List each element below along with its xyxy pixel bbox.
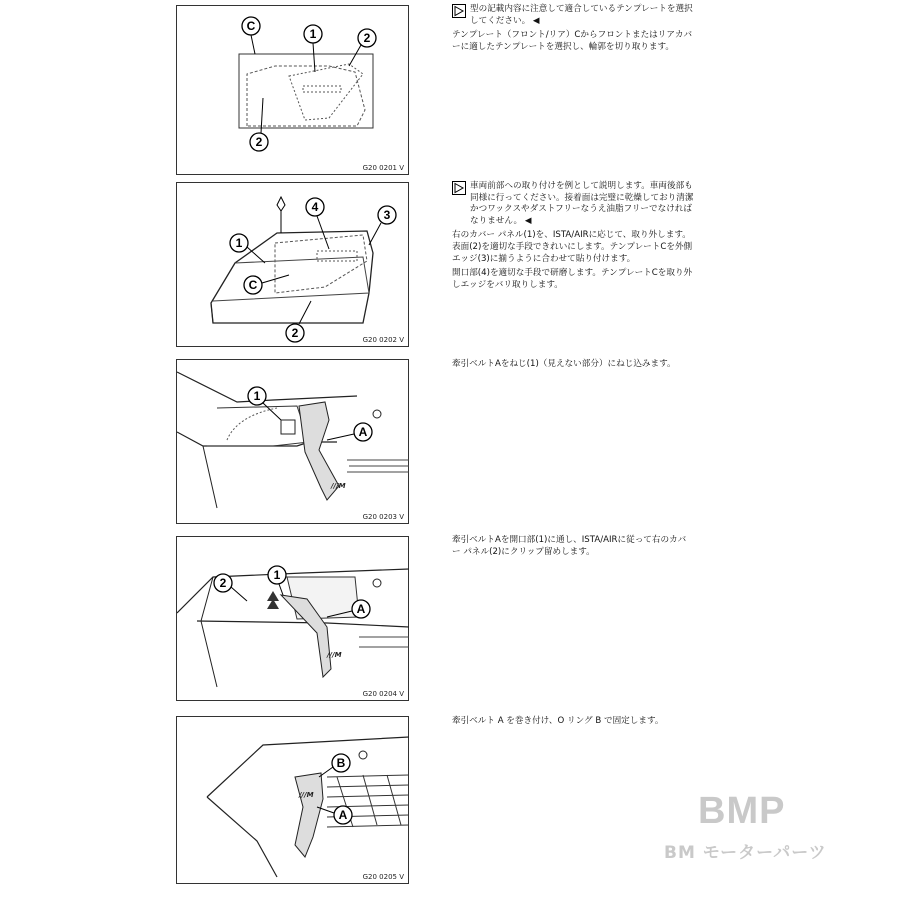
instruction-text: 右のカバー パネル(1)を、ISTA/AIRに応じて、取り外します。表面(2)を適切な手段できれいにします。テンプレートCを外側エッジ(3)に揃うように合わせて貼り付けます。 [452, 230, 693, 264]
instruction-text: 牽引ベルトAを開口部(1)に通し、ISTA/AIRに従って右のカバー パネル(2)にクリップ留めします。 [452, 535, 687, 557]
callout-a: A [356, 602, 366, 616]
callout-c: C [248, 278, 258, 292]
callout-2b: 2 [255, 135, 263, 149]
end-mark-icon: ◀ [524, 215, 532, 226]
callout-b: B [336, 756, 346, 770]
callout-1: 1 [309, 27, 317, 41]
note [452, 181, 694, 227]
step-5-text [452, 716, 694, 731]
figure-template-application [176, 182, 409, 347]
figure-code: G20 0201 V [362, 164, 404, 172]
figure-screw-in-strap [176, 359, 409, 524]
template-illustration [177, 6, 410, 176]
watermark-subtitle: BM モーターパーツ [664, 843, 827, 863]
figure-secure-strap [176, 716, 409, 884]
note-triangle-icon [452, 4, 466, 18]
figure-code: G20 0203 V [362, 513, 404, 521]
bumper-illustration [177, 183, 410, 348]
svg-text:///M: ///M [299, 791, 314, 799]
instruction-text: 牽引ベルトAをねじ(1)（見えない部分）にねじ込みます。 [452, 359, 676, 369]
tow-strap-screw-illustration [177, 360, 410, 525]
note-text: 車両前部への取り付けを例として説明します。車両後部も同様に行ってください。接着面は完璧に乾燥しており清潔かつワックスやダストフリーなうえ油脂フリーでなければなりません。 [470, 181, 694, 226]
instruction-text: テンプレート（フロント/リア）Cからフロントまたはリアカバーに適したテンプレートを選択し、輪郭を切り取ります。 [452, 30, 693, 52]
end-mark-icon: ◀ [532, 15, 540, 26]
figure-route-strap [176, 536, 409, 701]
watermark-logo: BMP [698, 790, 786, 832]
figure-code: G20 0205 V [362, 873, 404, 881]
instruction-text-2: 開口部(4)を適切な手段で研磨します。テンプレートCを取り外しエッジをバリ取りします。 [452, 268, 693, 290]
callout-c: C [246, 19, 256, 33]
callout-4: 4 [311, 200, 319, 214]
step-3-text [452, 359, 694, 374]
callout-2: 2 [219, 576, 227, 590]
note-text: 型の記載内容に注意して適合しているテンプレートを選択してください。 [470, 4, 693, 26]
svg-text:///M: ///M [327, 651, 342, 659]
note-triangle-icon [452, 181, 466, 195]
svg-text:///M: ///M [331, 482, 346, 490]
callout-1: 1 [253, 389, 261, 403]
note [452, 4, 694, 27]
callout-a: A [358, 425, 368, 439]
callout-a: A [338, 808, 348, 822]
step-4-text [452, 535, 694, 561]
callout-1: 1 [273, 568, 281, 582]
callout-2: 2 [291, 326, 299, 340]
callout-3: 3 [383, 208, 391, 222]
callout-2a: 2 [363, 31, 371, 45]
tow-strap-route-illustration [177, 537, 410, 702]
callout-1: 1 [235, 236, 243, 250]
instruction-text: 牽引ベルト A を巻き付け、O リング B で固定します。 [452, 716, 664, 726]
figure-code: G20 0204 V [362, 690, 404, 698]
figure-code: G20 0202 V [362, 336, 404, 344]
figure-template-selection [176, 5, 409, 175]
tow-strap-secure-illustration [177, 717, 410, 885]
step-2-text [452, 181, 694, 294]
step-1-text [452, 4, 694, 56]
